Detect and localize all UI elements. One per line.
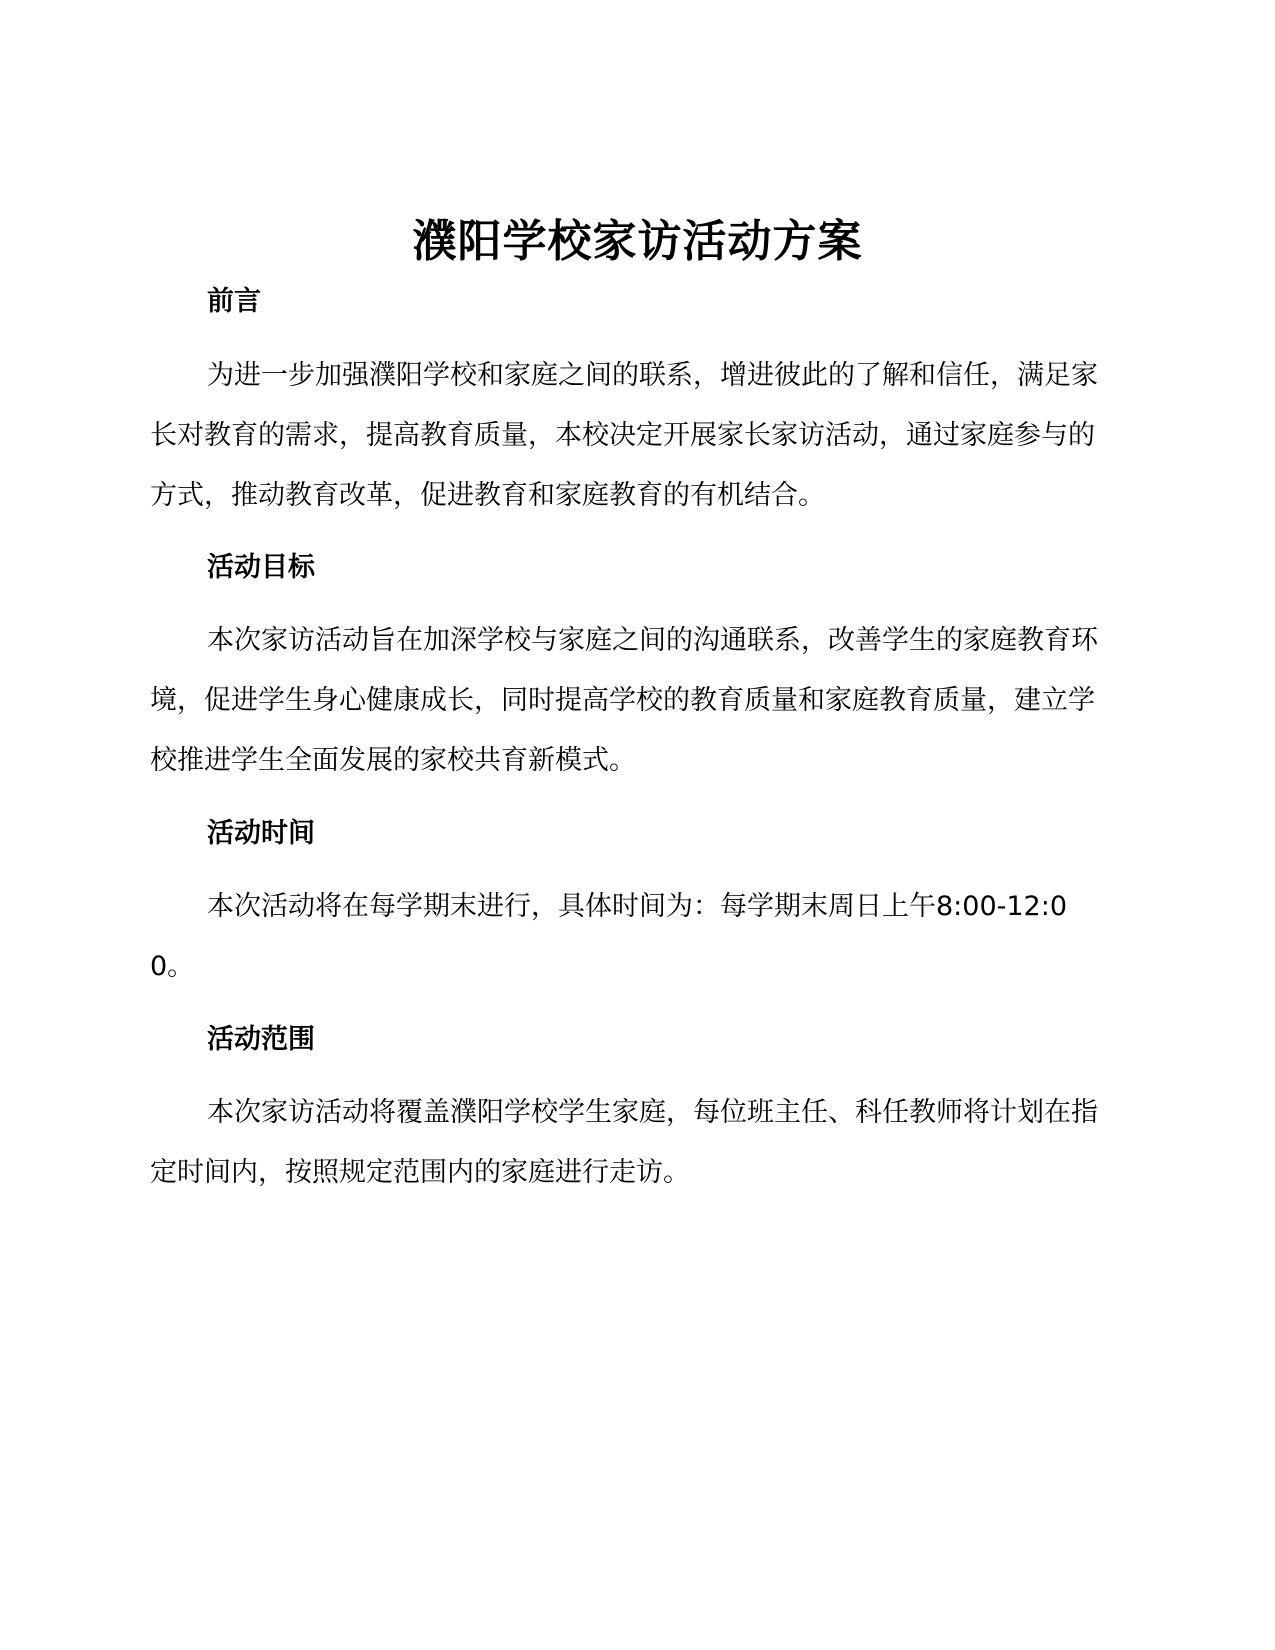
section-heading-time: 活动时间	[207, 818, 315, 849]
section-body-preface: 为进一步加强濮阳学校和家庭之间的联系，增进彼此的了解和信任，满足家长对教育的需求，提高教育质量，本校决定开展家长家访活动，通过家庭参与的方式，推动教育改革，促进教育和家庭教育的有机结合。	[150, 360, 1098, 511]
section-body-scope: 本次家访活动将覆盖濮阳学校学生家庭，每位班主任、科任教师将计划在指定时间内，按照规定范围内的家庭进行走访。	[150, 1097, 1098, 1188]
section-heading-scope: 活动范围	[207, 1024, 315, 1055]
section-body-time: 本次活动将在每学期末进行，具体时间为：每学期末周日上午8:00-12:00。	[150, 891, 1068, 982]
section-body-goals: 本次家访活动旨在加深学校与家庭之间的沟通联系，改善学生的家庭教育环境，促进学生身心健康成长，同时提高学校的教育质量和家庭教育质量，建立学校推进学生全面发展的家校共育新模式。	[150, 625, 1098, 776]
section-heading-preface: 前言	[207, 286, 261, 317]
document-title: 濮阳学校家访活动方案	[412, 216, 863, 267]
section-heading-goals: 活动目标	[207, 552, 315, 583]
